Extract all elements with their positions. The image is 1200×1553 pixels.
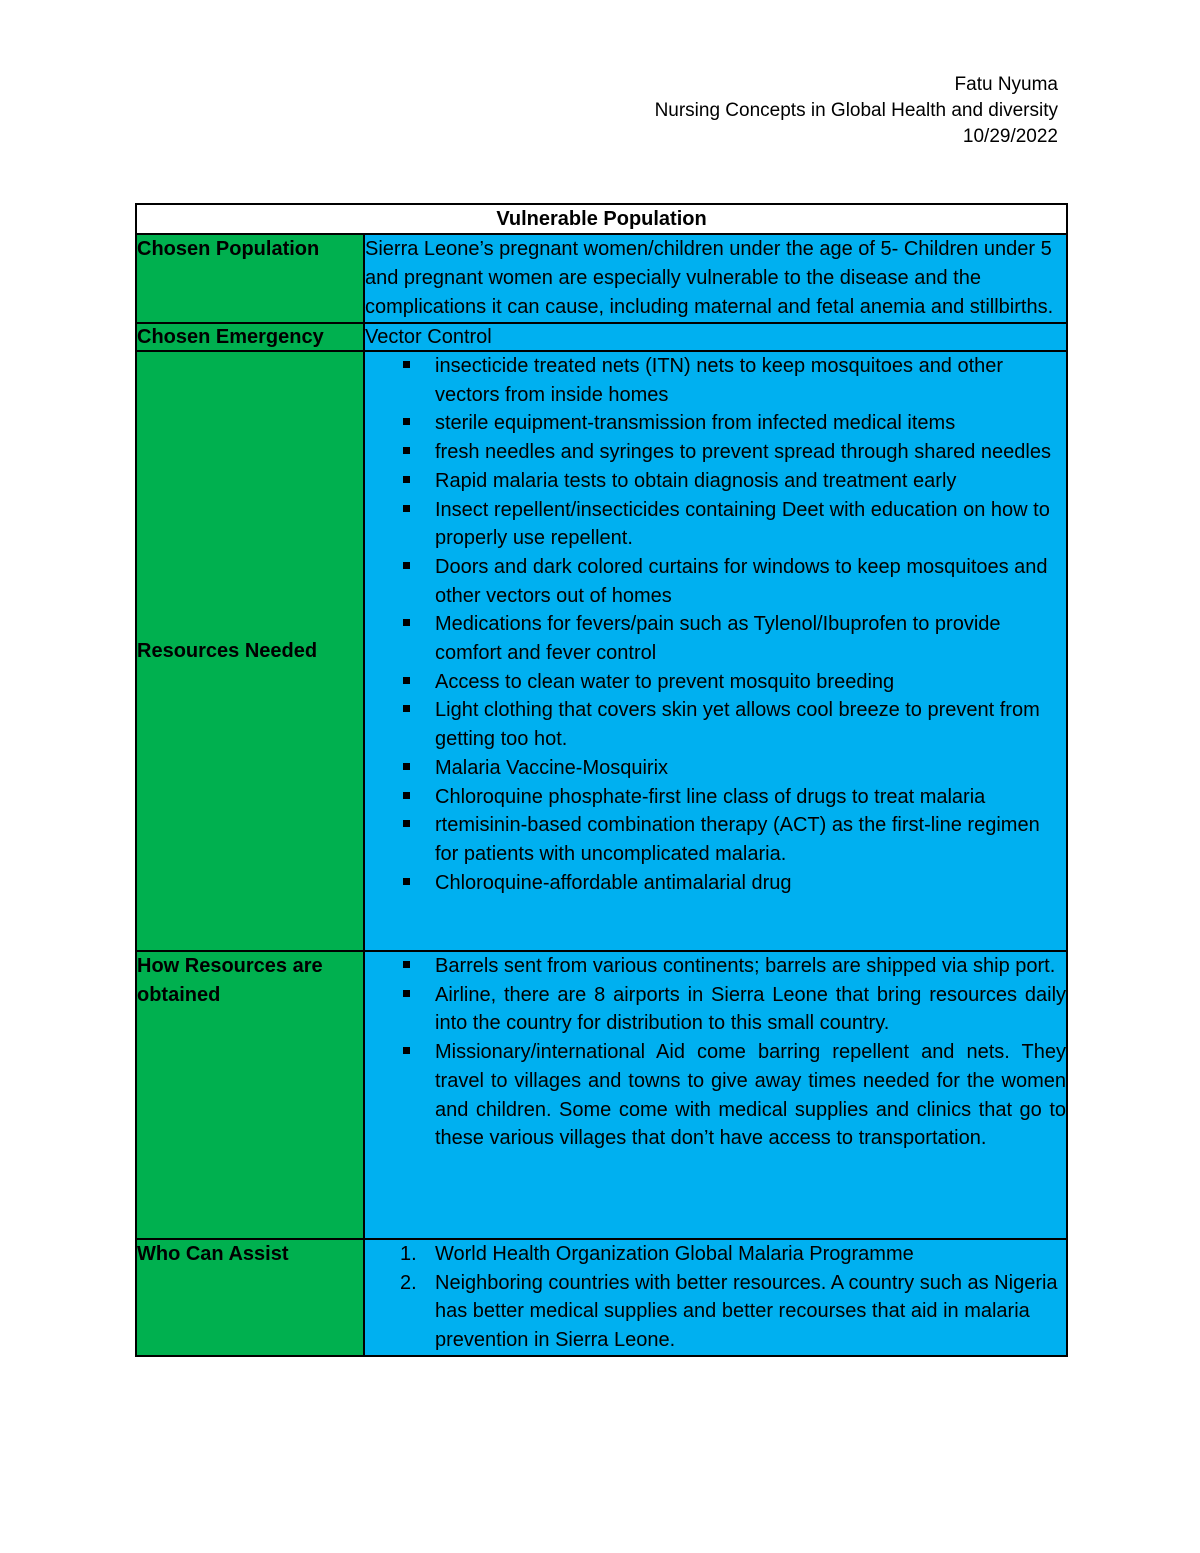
list-item: Barrels sent from various continents; barrels are shipped via ship port. xyxy=(435,952,1066,981)
list-number: 2. xyxy=(400,1271,417,1294)
list-item: Access to clean water to prevent mosquito breeding xyxy=(435,668,1066,697)
list-number: 1. xyxy=(400,1243,417,1265)
list-item: Chloroquine phosphate-first line class of drugs to treat malaria xyxy=(435,783,1066,812)
obtained-list xyxy=(365,952,1066,1153)
row-label-chosen-emergency: Chosen Emergency xyxy=(136,323,364,351)
table-row-obtained xyxy=(136,951,1067,1239)
table-title-row xyxy=(136,204,1067,234)
list-item: Light clothing that covers skin yet allows cool breeze to prevent from getting too hot. xyxy=(435,696,1066,753)
table-row-resources xyxy=(136,351,1067,951)
row-label-chosen-population: Chosen Population xyxy=(136,234,364,323)
row-label-resources-needed: Resources Needed xyxy=(136,351,364,951)
document-header xyxy=(655,72,1058,150)
row-label-how-resources-obtained: How Resources are obtained xyxy=(136,951,364,1239)
list-item: Chloroquine-affordable antimalarial drug xyxy=(435,869,1066,898)
row-content-chosen-emergency xyxy=(364,323,1067,351)
row-content-who-can-assist xyxy=(364,1239,1067,1356)
list-item: sterile equipment-transmission from infected medical items xyxy=(435,409,1066,438)
list-item: Missionary/international Aid come barring repellent and nets. They travel to villages and towns to give away times needed for the women and children. Some come with medical supplies and clinics that go to these various villages that don’t have access to transportation. xyxy=(435,1038,1066,1153)
table-row-population xyxy=(136,234,1067,323)
row-content-chosen-population xyxy=(364,234,1067,323)
list-item-text: World Health Organization Global Malaria Programme xyxy=(435,1243,914,1265)
list-item: Insect repellent/insecticides containing Deet with education on how to properly use repellent. xyxy=(435,496,1066,553)
list-item: Medications for fevers/pain such as Tylenol/Ibuprofen to provide comfort and fever control xyxy=(435,610,1066,667)
row-content-resources-needed xyxy=(364,351,1067,951)
list-item: Airline, there are 8 airports in Sierra Leone that bring resources daily into the country for distribution to this small country. xyxy=(435,981,1066,1038)
vulnerable-population-table xyxy=(135,203,1068,1357)
list-item: fresh needles and syringes to prevent spread through shared needles xyxy=(435,438,1066,467)
list-item: insecticide treated nets (ITN) nets to keep mosquitoes and other vectors from inside homes xyxy=(435,352,1066,409)
table-row-assist xyxy=(136,1239,1067,1356)
list-item: Doors and dark colored curtains for windows to keep mosquitoes and other vectors out of homes xyxy=(435,553,1066,610)
table-title: Vulnerable Population xyxy=(136,204,1067,234)
table-row-emergency xyxy=(136,323,1067,351)
list-item-text: Neighboring countries with better resources. A country such as Nigeria has better medical supplies and better recourses that aid in malaria prevention in Sierra Leone. xyxy=(435,1271,1058,1352)
chosen-population-text: Sierra Leone’s pregnant women/children under the age of 5- Children under 5 and pregnant women are especially vulnerable to the disease and the complications it can cause, including maternal and fetal anemia and stillbirths. xyxy=(365,238,1054,318)
resources-list xyxy=(365,352,1066,897)
list-item: rtemisinin-based combination therapy (ACT) as the first-line regimen for patients with uncomplicated malaria. xyxy=(435,811,1066,868)
list-item: Rapid malaria tests to obtain diagnosis and treatment early xyxy=(435,467,1066,496)
course-title: Nursing Concepts in Global Health and diversity xyxy=(654,100,1058,121)
row-content-how-resources-obtained xyxy=(364,951,1067,1239)
list-item xyxy=(400,1269,1066,1355)
chosen-emergency-text: Vector Control xyxy=(365,326,492,348)
assist-list xyxy=(365,1240,1066,1355)
row-label-who-can-assist: Who Can Assist xyxy=(136,1239,364,1356)
list-item: Malaria Vaccine-Mosquirix xyxy=(435,754,1066,783)
list-item xyxy=(400,1240,1066,1269)
author-name: Fatu Nyuma xyxy=(954,74,1058,95)
document-date: 10/29/2022 xyxy=(962,126,1058,147)
